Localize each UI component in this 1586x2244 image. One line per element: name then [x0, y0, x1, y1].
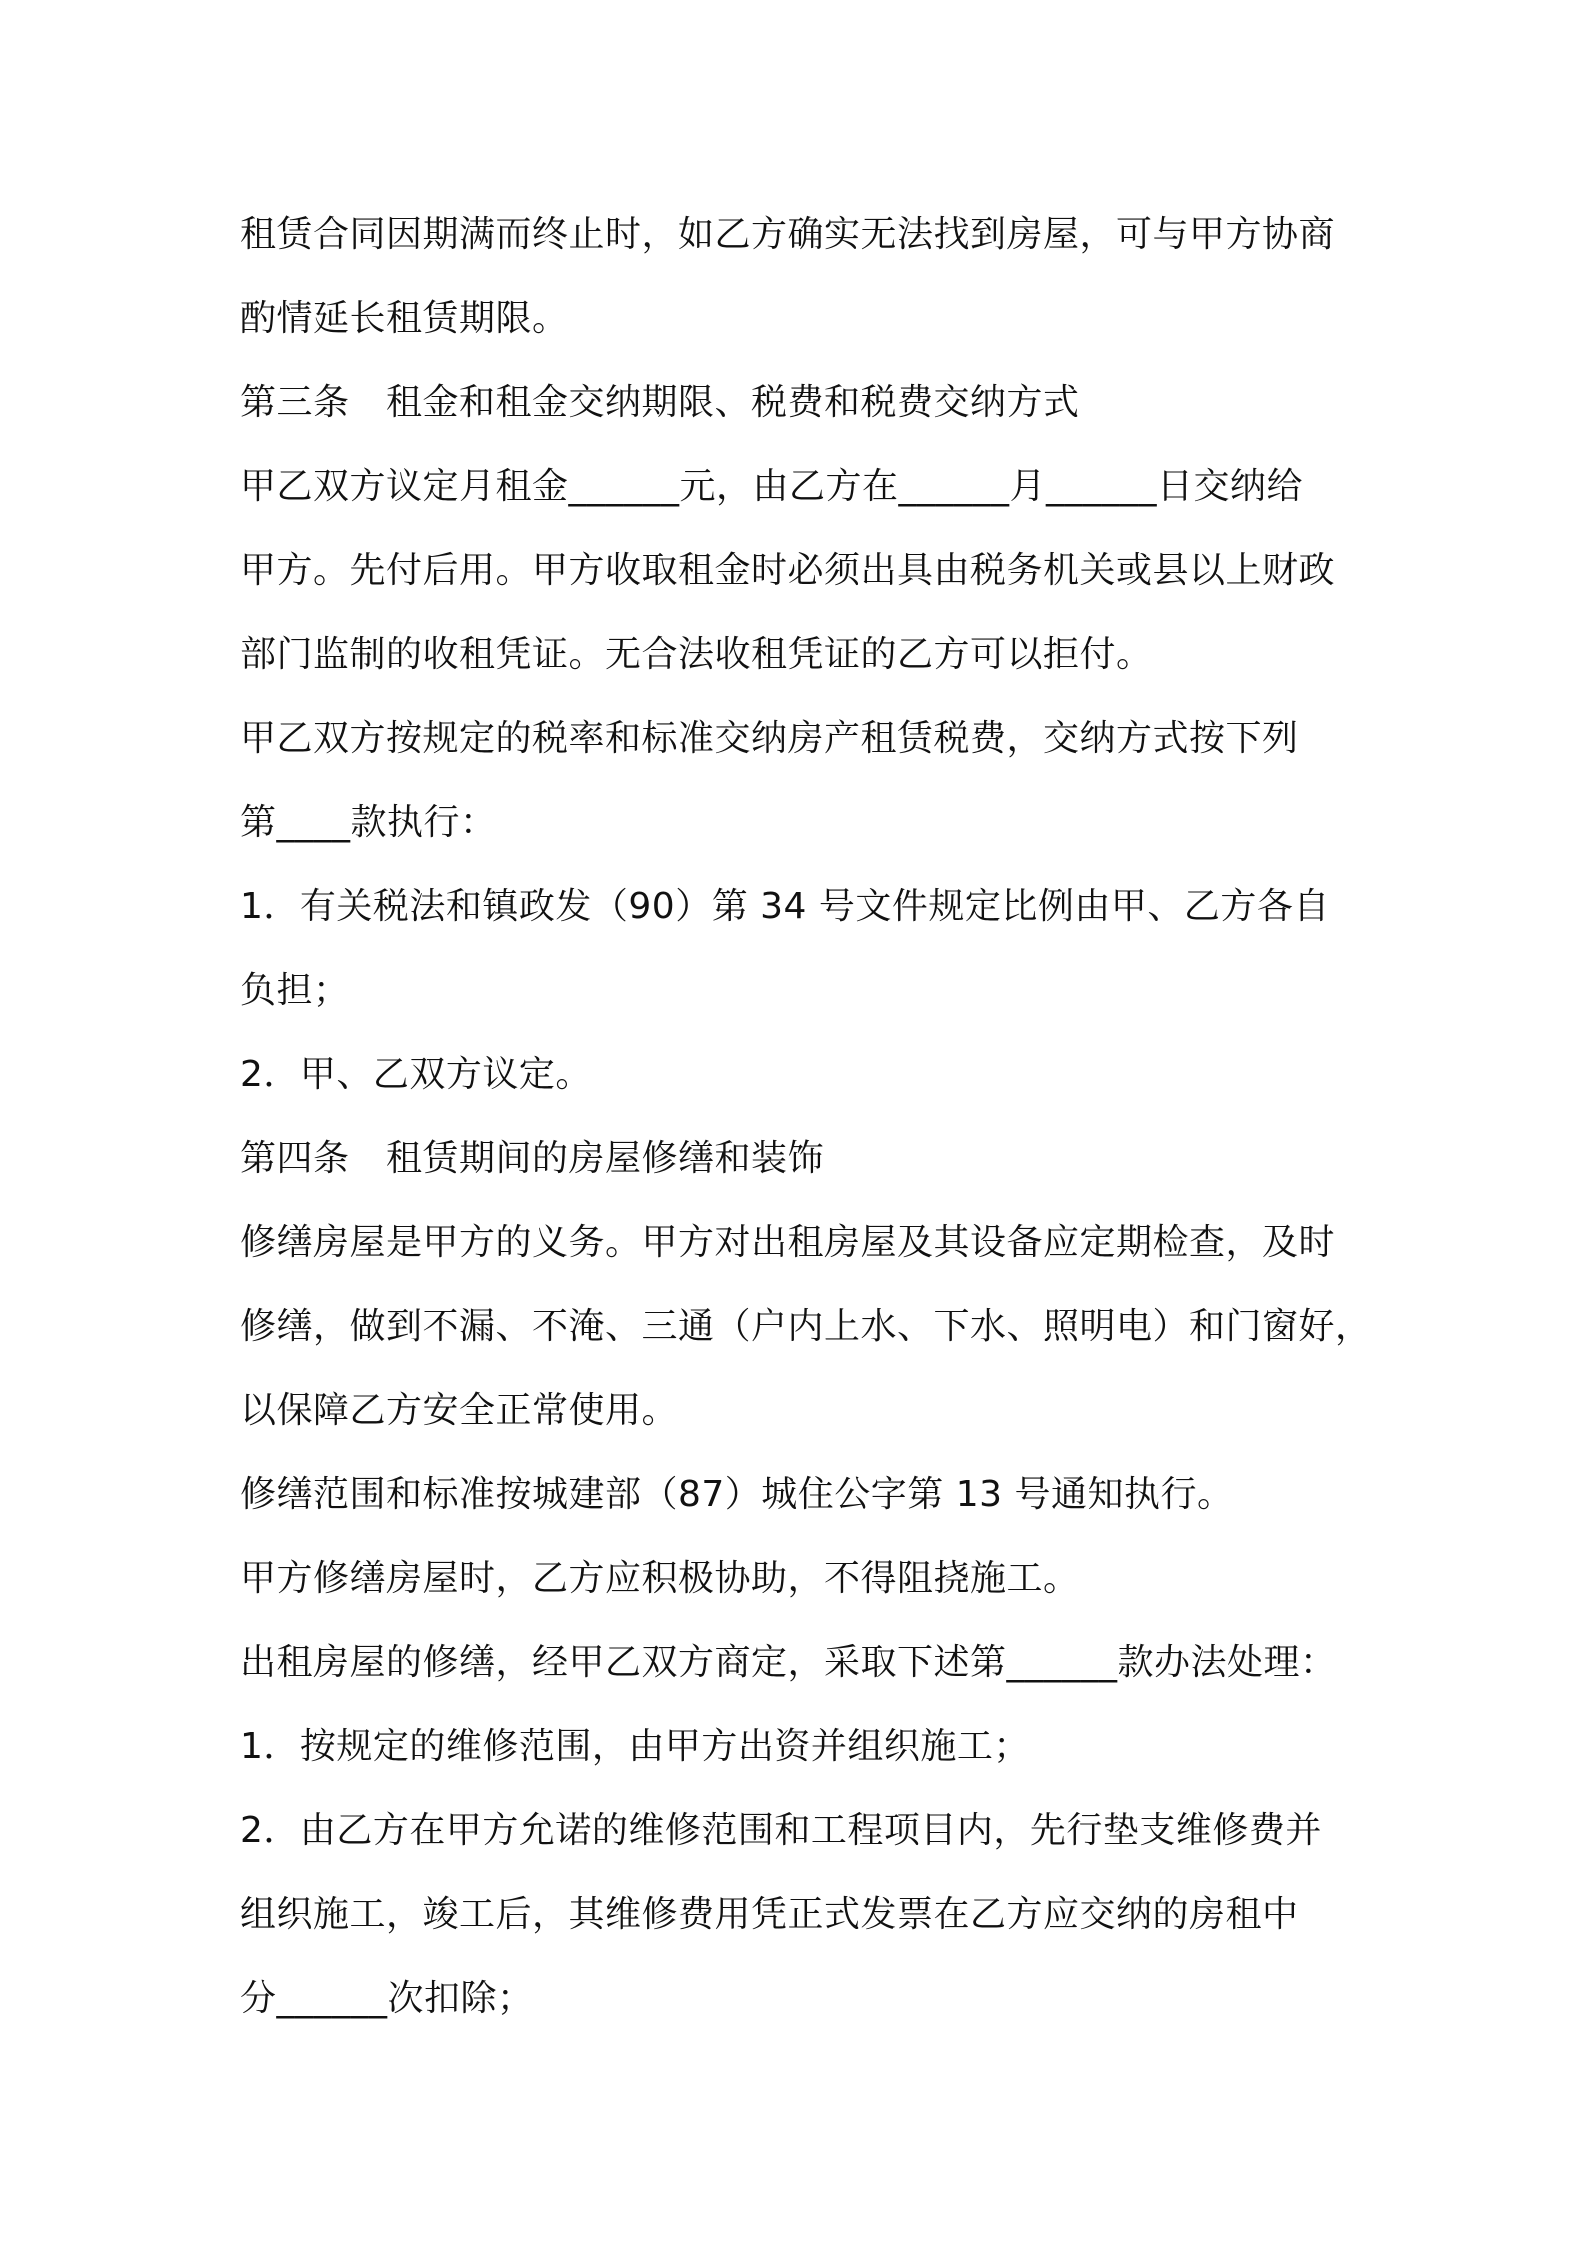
- text-line: 酌情延长租赁期限。: [240, 298, 569, 339]
- text-line: 修缮范围和标准按城建部（87）城住公字第 13 号通知执行。: [240, 1474, 1234, 1515]
- text-line: 分______次扣除；: [240, 1978, 534, 2019]
- document-body: [240, 193, 1370, 2041]
- text-line: 第____款执行：: [240, 802, 497, 843]
- list-item: 1．有关税法和镇政发（90）第 34 号文件规定比例由甲、乙方各自: [240, 886, 1330, 927]
- text-line: 甲乙双方议定月租金______元，由乙方在______月______日交纳给: [240, 466, 1304, 507]
- list-item: 1．按规定的维修范围，由甲方出资并组织施工；: [240, 1726, 1030, 1767]
- text-line: 修缮房屋是甲方的义务。甲方对出租房屋及其设备应定期检查，及时: [240, 1222, 1336, 1263]
- text-line: 出租房屋的修缮，经甲乙双方商定，采取下述第______款办法处理：: [240, 1642, 1337, 1683]
- text-line: 甲方。先付后用。甲方收取租金时必须出具由税务机关或县以上财政: [240, 550, 1336, 591]
- text-line: 部门监制的收租凭证。无合法收租凭证的乙方可以拒付。: [240, 634, 1153, 675]
- text-line: 组织施工，竣工后，其维修费用凭正式发票在乙方应交纳的房租中: [240, 1894, 1299, 1935]
- text-line: 甲方修缮房屋时，乙方应积极协助，不得阻挠施工。: [240, 1558, 1080, 1599]
- list-item: 2．由乙方在甲方允诺的维修范围和工程项目内，先行垫支维修费并: [240, 1810, 1322, 1851]
- text-line: 修缮，做到不漏、不淹、三通（户内上水、下水、照明电）和门窗好，: [240, 1306, 1372, 1347]
- list-item: 2．甲、乙双方议定。: [240, 1054, 592, 1095]
- text-line: 甲乙双方按规定的税率和标准交纳房产租赁税费，交纳方式按下列: [240, 718, 1299, 759]
- article-heading: 第四条 租赁期间的房屋修缮和装饰: [240, 1138, 825, 1179]
- text-line: 以保障乙方安全正常使用。: [240, 1390, 679, 1431]
- text-line: 租赁合同因期满而终止时，如乙方确实无法找到房屋，可与甲方协商: [240, 214, 1336, 255]
- text-line: 负担；: [240, 970, 350, 1011]
- article-heading: 第三条 租金和租金交纳期限、税费和税费交纳方式: [240, 382, 1080, 423]
